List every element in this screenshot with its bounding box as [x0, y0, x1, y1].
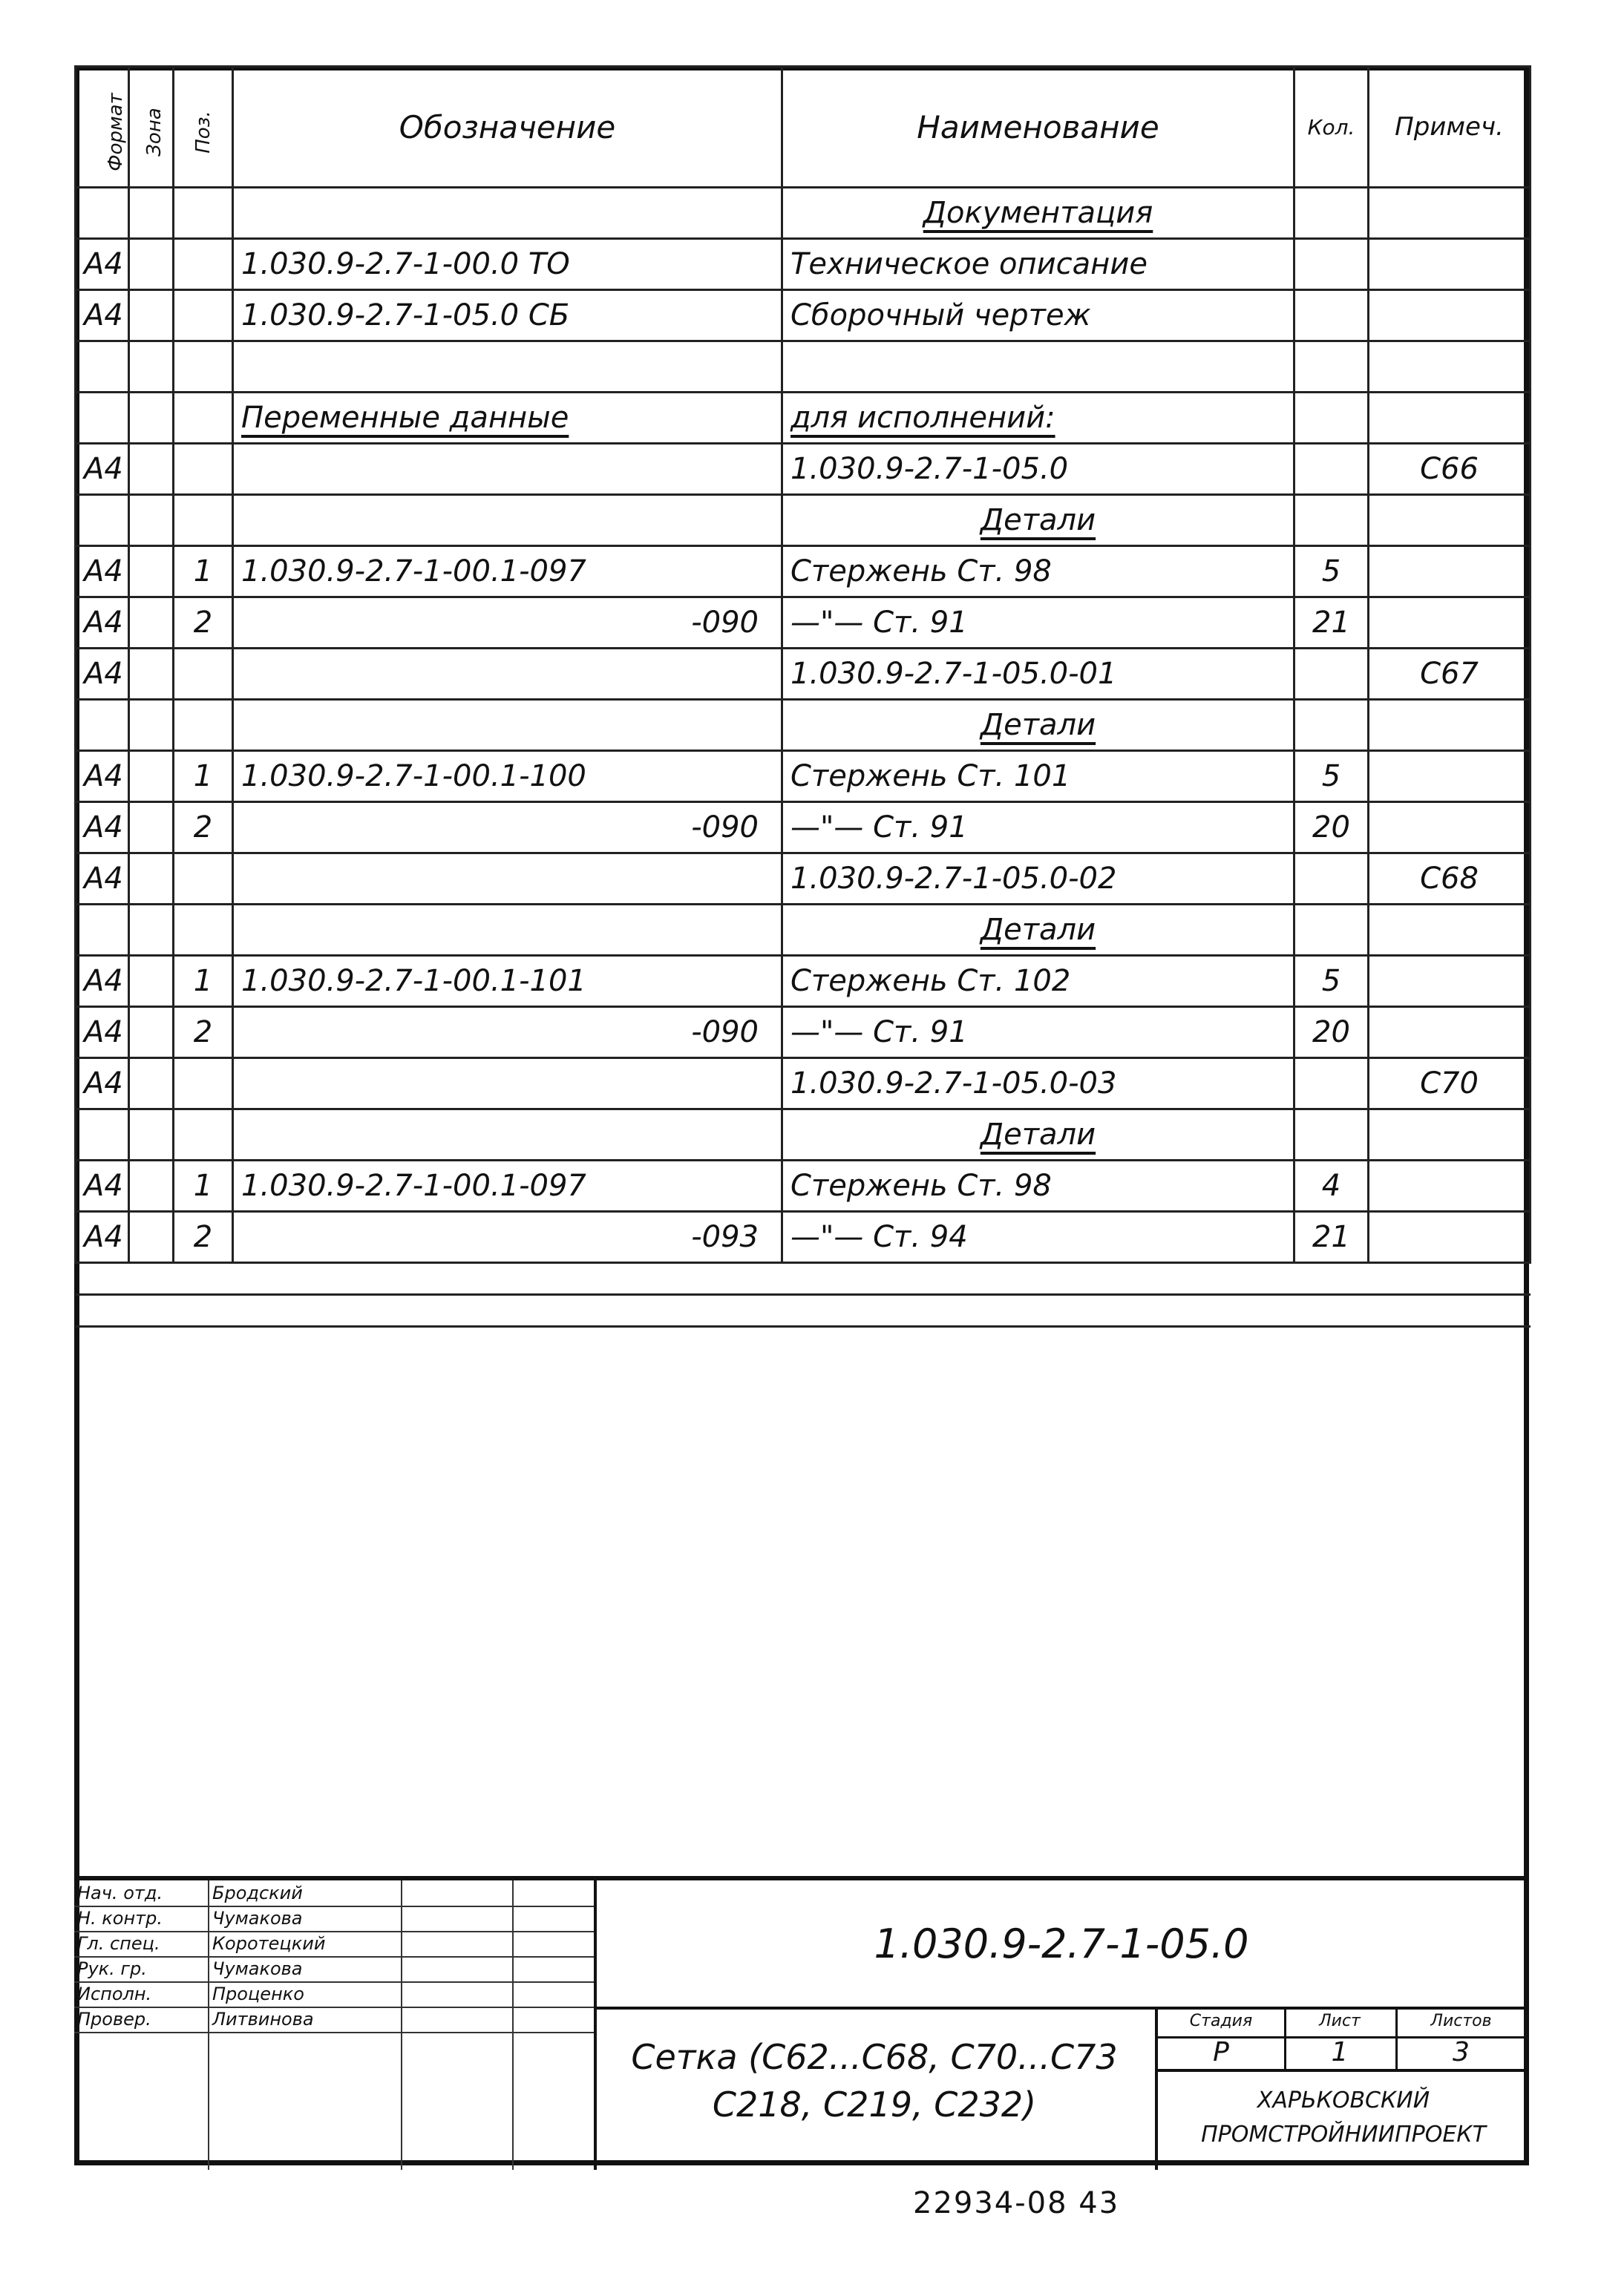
row-name: Детали: [782, 495, 1294, 546]
signature-person: Коротецкий: [212, 1933, 326, 1954]
row-format: А4: [76, 444, 129, 495]
signature-role: Рук. гр.: [77, 1958, 147, 1979]
signature-role: Гл. спец.: [77, 1933, 160, 1954]
row-pos: [174, 393, 233, 444]
row-name: [782, 341, 1294, 393]
row-format: [76, 393, 129, 444]
document-title-line2: С218, С219, С232): [712, 2085, 1037, 2125]
row-format: А4: [76, 1212, 129, 1263]
table-row: [76, 751, 1531, 802]
row-pos: 1: [174, 956, 233, 1007]
row-designation: 1.030.9-2.7-1-05.0 СБ: [233, 290, 782, 341]
row-pos: [174, 853, 233, 905]
table-row: [76, 1007, 1531, 1058]
row-format: [76, 905, 129, 956]
row-note: [1369, 956, 1531, 1007]
row-zone: [129, 649, 174, 700]
signature-role: Н. контр.: [77, 1908, 163, 1929]
row-pos: [174, 1109, 233, 1161]
row-format: А4: [76, 751, 129, 802]
sheets-value: 3: [1395, 2036, 1527, 2072]
row-name: Детали: [782, 700, 1294, 751]
signature-role: Исполн.: [77, 1984, 152, 2004]
row-note: [1369, 751, 1531, 802]
document-code: 1.030.9-2.7-1-05.0: [594, 1880, 1529, 2010]
row-note: С66: [1369, 444, 1531, 495]
row-name: —"— Ст. 91: [782, 1007, 1294, 1058]
row-format: А4: [76, 802, 129, 853]
row-name: —"— Ст. 91: [782, 597, 1294, 649]
row-designation: 1.030.9-2.7-1-00.1-101: [233, 956, 782, 1007]
row-note: [1369, 188, 1531, 239]
row-note: [1369, 393, 1531, 444]
table-row: [76, 905, 1531, 956]
row-format: [76, 700, 129, 751]
row-zone: [129, 597, 174, 649]
row-zone: [129, 700, 174, 751]
row-zone: [129, 290, 174, 341]
row-pos: 2: [174, 802, 233, 853]
row-qty: [1294, 649, 1369, 700]
row-name: Документация: [782, 188, 1294, 239]
row-pos: [174, 905, 233, 956]
specification-table: [74, 65, 1531, 1357]
row-format: А4: [76, 546, 129, 597]
row-designation: -093: [233, 1212, 782, 1263]
row-designation: [233, 853, 782, 905]
signature-person: Бродский: [212, 1883, 303, 1903]
row-zone: [129, 1212, 174, 1263]
row-pos: [174, 290, 233, 341]
archive-number: 22934-08 43: [913, 2186, 1120, 2220]
signature-row: [74, 1956, 594, 1983]
table-row: [76, 188, 1531, 239]
table-row: [76, 239, 1531, 290]
signature-row: [74, 1906, 594, 1932]
row-note: С68: [1369, 853, 1531, 905]
row-designation: [233, 341, 782, 393]
row-pos: 1: [174, 546, 233, 597]
row-note: [1369, 700, 1531, 751]
organization-line2: ПРОМСТРОЙНИИПРОЕКТ: [1201, 2122, 1486, 2148]
row-pos: [174, 495, 233, 546]
row-name: Техническое описание: [782, 239, 1294, 290]
row-note: [1369, 1161, 1531, 1212]
header-name: Наименование: [782, 67, 1294, 188]
row-qty: [1294, 1109, 1369, 1161]
blank-row: [76, 1263, 1531, 1295]
row-name: Стержень Ст. 102: [782, 956, 1294, 1007]
row-note: [1369, 290, 1531, 341]
row-pos: [174, 700, 233, 751]
row-designation: -090: [233, 802, 782, 853]
header-zone: Зона: [129, 67, 174, 188]
row-format: А4: [76, 956, 129, 1007]
row-note: [1369, 546, 1531, 597]
row-zone: [129, 1007, 174, 1058]
table-row: [76, 290, 1531, 341]
row-zone: [129, 393, 174, 444]
row-qty: [1294, 1058, 1369, 1109]
header-designation: Обозначение: [233, 67, 782, 188]
row-format: А4: [76, 290, 129, 341]
row-zone: [129, 341, 174, 393]
row-zone: [129, 905, 174, 956]
row-pos: [174, 341, 233, 393]
row-note: [1369, 802, 1531, 853]
row-note: [1369, 341, 1531, 393]
table-row: [76, 495, 1531, 546]
row-zone: [129, 495, 174, 546]
header-format: Формат: [76, 67, 129, 188]
row-pos: 1: [174, 751, 233, 802]
table-row: [76, 393, 1531, 444]
row-name: Стержень Ст. 98: [782, 546, 1294, 597]
row-note: [1369, 1212, 1531, 1263]
row-qty: [1294, 700, 1369, 751]
row-name: 1.030.9-2.7-1-05.0: [782, 444, 1294, 495]
row-designation: [233, 444, 782, 495]
row-zone: [129, 802, 174, 853]
signature-role: Нач. отд.: [77, 1883, 163, 1903]
table-row: [76, 1212, 1531, 1263]
row-format: А4: [76, 1007, 129, 1058]
row-qty: [1294, 444, 1369, 495]
stage-value: Р: [1158, 2036, 1286, 2072]
row-name: —"— Ст. 91: [782, 802, 1294, 853]
document-title-line1: Сетка (С62...С68, С70...С73: [631, 2037, 1118, 2077]
table-header-row: [76, 67, 1531, 188]
row-note: С67: [1369, 649, 1531, 700]
row-qty: [1294, 188, 1369, 239]
row-designation: [233, 905, 782, 956]
table-row: [76, 546, 1531, 597]
row-format: [76, 1109, 129, 1161]
row-note: [1369, 1007, 1531, 1058]
row-format: А4: [76, 239, 129, 290]
table-row: [76, 597, 1531, 649]
row-qty: [1294, 853, 1369, 905]
row-qty: [1294, 393, 1369, 444]
row-name: Детали: [782, 1109, 1294, 1161]
row-qty: [1294, 495, 1369, 546]
row-pos: [174, 239, 233, 290]
signature-row: [74, 2007, 594, 2033]
row-zone: [129, 853, 174, 905]
row-format: [76, 188, 129, 239]
row-format: А4: [76, 853, 129, 905]
table-row: [76, 341, 1531, 393]
table-row: [76, 1058, 1531, 1109]
row-pos: [174, 444, 233, 495]
signature-row: [74, 1880, 594, 1907]
row-qty: [1294, 290, 1369, 341]
row-pos: 1: [174, 1161, 233, 1212]
row-designation: 1.030.9-2.7-1-00.1-100: [233, 751, 782, 802]
row-designation: [233, 700, 782, 751]
row-zone: [129, 956, 174, 1007]
row-name: 1.030.9-2.7-1-05.0-02: [782, 853, 1294, 905]
organization-line1: ХАРЬКОВСКИЙ: [1257, 2087, 1430, 2113]
row-designation: Переменные данные: [233, 393, 782, 444]
table-row: [76, 444, 1531, 495]
row-format: [76, 341, 129, 393]
row-designation: 1.030.9-2.7-1-00.1-097: [233, 1161, 782, 1212]
row-pos: [174, 188, 233, 239]
row-zone: [129, 1109, 174, 1161]
row-pos: 2: [174, 1212, 233, 1263]
table-row: [76, 956, 1531, 1007]
row-zone: [129, 1058, 174, 1109]
row-note: [1369, 597, 1531, 649]
signatures-area: [74, 1880, 597, 2170]
row-name: —"— Ст. 94: [782, 1212, 1294, 1263]
row-qty: 5: [1294, 751, 1369, 802]
table-row: [76, 853, 1531, 905]
row-designation: -090: [233, 1007, 782, 1058]
row-pos: 2: [174, 597, 233, 649]
signature-person: Литвинова: [212, 2009, 314, 2030]
row-designation: [233, 188, 782, 239]
row-name: 1.030.9-2.7-1-05.0-03: [782, 1058, 1294, 1109]
blank-row: [76, 1295, 1531, 1327]
row-zone: [129, 188, 174, 239]
signature-person: Чумакова: [212, 1908, 303, 1929]
row-note: [1369, 239, 1531, 290]
row-zone: [129, 546, 174, 597]
title-block: [74, 1876, 1529, 2170]
sheet-value: 1: [1284, 2036, 1398, 2072]
table-row: [76, 649, 1531, 700]
row-designation: [233, 1109, 782, 1161]
row-qty: 20: [1294, 802, 1369, 853]
table-row: [76, 700, 1531, 751]
row-designation: [233, 495, 782, 546]
row-name: для исполнений:: [782, 393, 1294, 444]
row-designation: 1.030.9-2.7-1-00.0 ТО: [233, 239, 782, 290]
signature-row: [74, 1981, 594, 2008]
row-pos: [174, 649, 233, 700]
row-note: С70: [1369, 1058, 1531, 1109]
sheet-label: Лист: [1284, 2007, 1398, 2038]
row-name: 1.030.9-2.7-1-05.0-01: [782, 649, 1294, 700]
row-qty: 5: [1294, 546, 1369, 597]
row-name: Детали: [782, 905, 1294, 956]
row-qty: [1294, 341, 1369, 393]
row-name: Стержень Ст. 101: [782, 751, 1294, 802]
row-pos: 2: [174, 1007, 233, 1058]
row-note: [1369, 905, 1531, 956]
row-zone: [129, 444, 174, 495]
row-format: А4: [76, 649, 129, 700]
row-format: А4: [76, 1161, 129, 1212]
table-row: [76, 802, 1531, 853]
table-body: [76, 188, 1531, 1358]
row-format: [76, 495, 129, 546]
sheets-label: Листов: [1395, 2007, 1527, 2038]
table-row: [76, 1161, 1531, 1212]
row-qty: 4: [1294, 1161, 1369, 1212]
row-note: [1369, 495, 1531, 546]
row-pos: [174, 1058, 233, 1109]
row-qty: [1294, 905, 1369, 956]
row-designation: [233, 649, 782, 700]
row-qty: [1294, 239, 1369, 290]
row-zone: [129, 751, 174, 802]
stage-label: Стадия: [1158, 2007, 1286, 2038]
header-note: Примеч.: [1369, 67, 1531, 188]
row-zone: [129, 239, 174, 290]
blank-row: [76, 1327, 1531, 1358]
row-designation: 1.030.9-2.7-1-00.1-097: [233, 546, 782, 597]
document-title: [594, 2007, 1158, 2170]
row-note: [1369, 1109, 1531, 1161]
table-row: [76, 1109, 1531, 1161]
organization: [1158, 2069, 1529, 2170]
row-qty: 21: [1294, 1212, 1369, 1263]
header-pos: Поз.: [174, 67, 233, 188]
row-qty: 5: [1294, 956, 1369, 1007]
row-zone: [129, 1161, 174, 1212]
header-qty: Кол.: [1294, 67, 1369, 188]
row-designation: -090: [233, 597, 782, 649]
row-qty: 20: [1294, 1007, 1369, 1058]
row-name: Стержень Ст. 98: [782, 1161, 1294, 1212]
signature-row: [74, 1931, 594, 1958]
signature-person: Чумакова: [212, 1958, 303, 1979]
signature-role: Провер.: [77, 2009, 151, 2030]
row-format: А4: [76, 1058, 129, 1109]
row-format: А4: [76, 597, 129, 649]
row-qty: 21: [1294, 597, 1369, 649]
signature-person: Проценко: [212, 1984, 304, 2004]
row-designation: [233, 1058, 782, 1109]
row-name: Сборочный чертеж: [782, 290, 1294, 341]
